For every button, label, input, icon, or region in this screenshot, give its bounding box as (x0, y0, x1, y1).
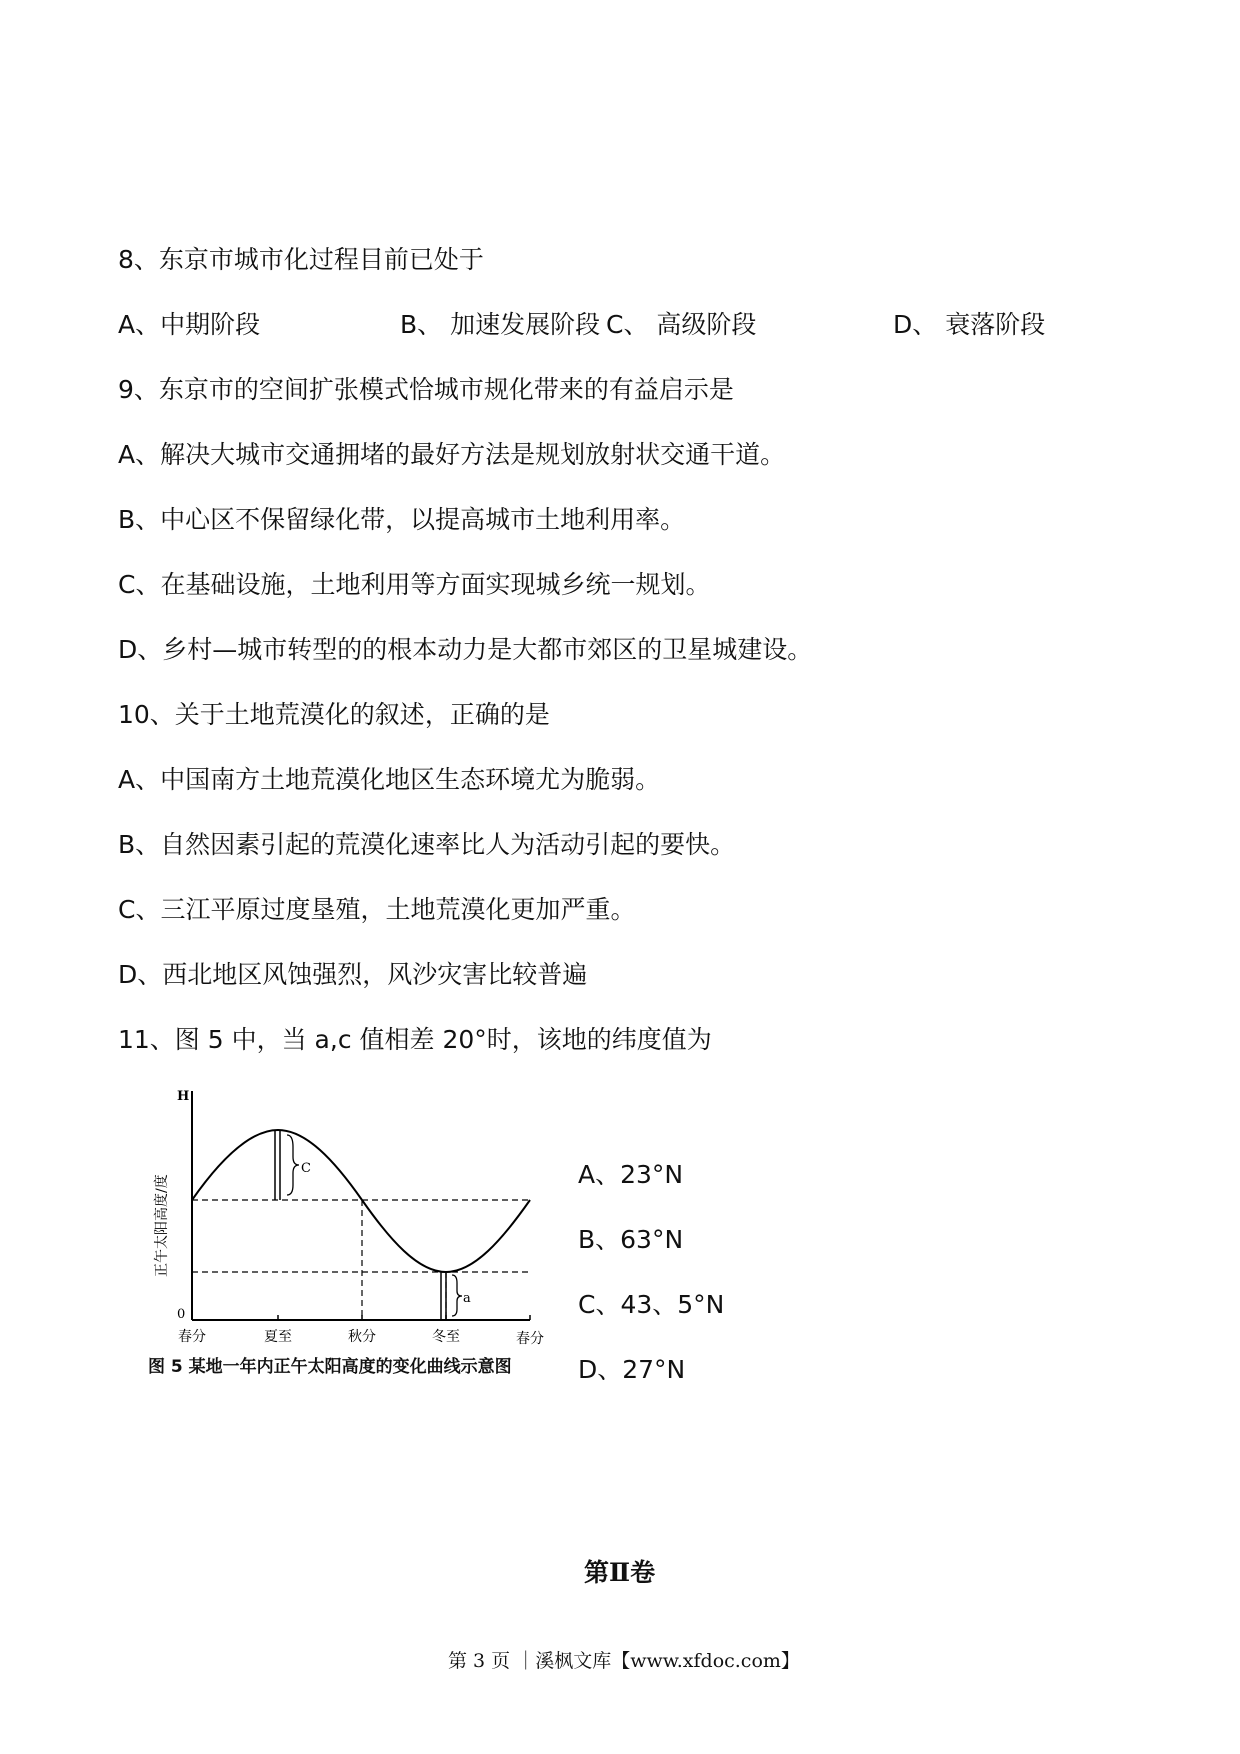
label-c: C (301, 1161, 311, 1176)
figure-caption: 图 5 某地一年内正午太阳高度的变化曲线示意图 (148, 1357, 512, 1377)
q9-option-c: C、在基础设施，土地利用等方面实现城乡统一规划。 (118, 570, 711, 599)
solar-altitude-figure (140, 1085, 560, 1350)
solar-altitude-curve (192, 1130, 530, 1272)
y-zero-label: 0 (177, 1307, 186, 1322)
x-label-autumn-equinox: 秋分 (348, 1329, 376, 1345)
q11-option-c: C、43、5°N (578, 1290, 725, 1319)
q10-option-b: B、自然因素引起的荒漠化速率比人为活动引起的要快。 (118, 830, 736, 859)
x-label-spring-equinox-end: 春分 (516, 1331, 544, 1347)
q8-option-d: D、 衰落阶段 (893, 310, 1046, 339)
q10-stem: 10、关于土地荒漠化的叙述，正确的是 (118, 700, 550, 729)
q10-option-c: C、三江平原过度垦殖，土地荒漠化更加严重。 (118, 895, 636, 924)
q8-option-b: B、 加速发展阶段 (400, 310, 601, 339)
q11-stem: 11、图 5 中，当 a,c 值相差 20°时，该地的纬度值为 (118, 1025, 712, 1054)
q10-option-a: A、中国南方土地荒漠化地区生态环境尤为脆弱。 (118, 765, 661, 794)
x-label-summer-solstice: 夏至 (264, 1329, 292, 1345)
x-label-spring-equinox: 春分 (178, 1329, 206, 1345)
c-brace (287, 1135, 299, 1195)
q9-option-d: D、乡村—城市转型的的根本动力是大都市郊区的卫星城建设。 (118, 635, 813, 664)
q11-option-b: B、63°N (578, 1225, 684, 1254)
q9-stem: 9、东京市的空间扩张模式恰城市规化带来的有益启示是 (118, 375, 734, 404)
q9-option-a: A、解决大城市交通拥堵的最好方法是规划放射状交通干道。 (118, 440, 786, 469)
q11-option-a: A、23°N (578, 1160, 684, 1189)
x-label-winter-solstice: 冬至 (432, 1329, 460, 1345)
y-top-label: H (177, 1089, 190, 1104)
label-a: a (463, 1291, 471, 1306)
q8-option-c: C、 高级阶段 (606, 310, 757, 339)
q9-option-b: B、中心区不保留绿化带，以提高城市土地利用率。 (118, 505, 686, 534)
q11-option-d: D、27°N (578, 1355, 686, 1384)
a-brace (452, 1275, 462, 1316)
page-footer: 第 3 页 ｜溪枫文库【www.xfdoc.com】 (448, 1650, 800, 1672)
q8-stem: 8、东京市城市化过程目前已处于 (118, 245, 484, 274)
q10-option-d: D、西北地区风蚀强烈，风沙灾害比较普遍 (118, 960, 588, 989)
section-title: 第Ⅱ卷 (584, 1558, 656, 1587)
q8-option-a: A、中期阶段 (118, 310, 261, 339)
y-axis-label: 正午太阳高度/度 (154, 1174, 170, 1277)
